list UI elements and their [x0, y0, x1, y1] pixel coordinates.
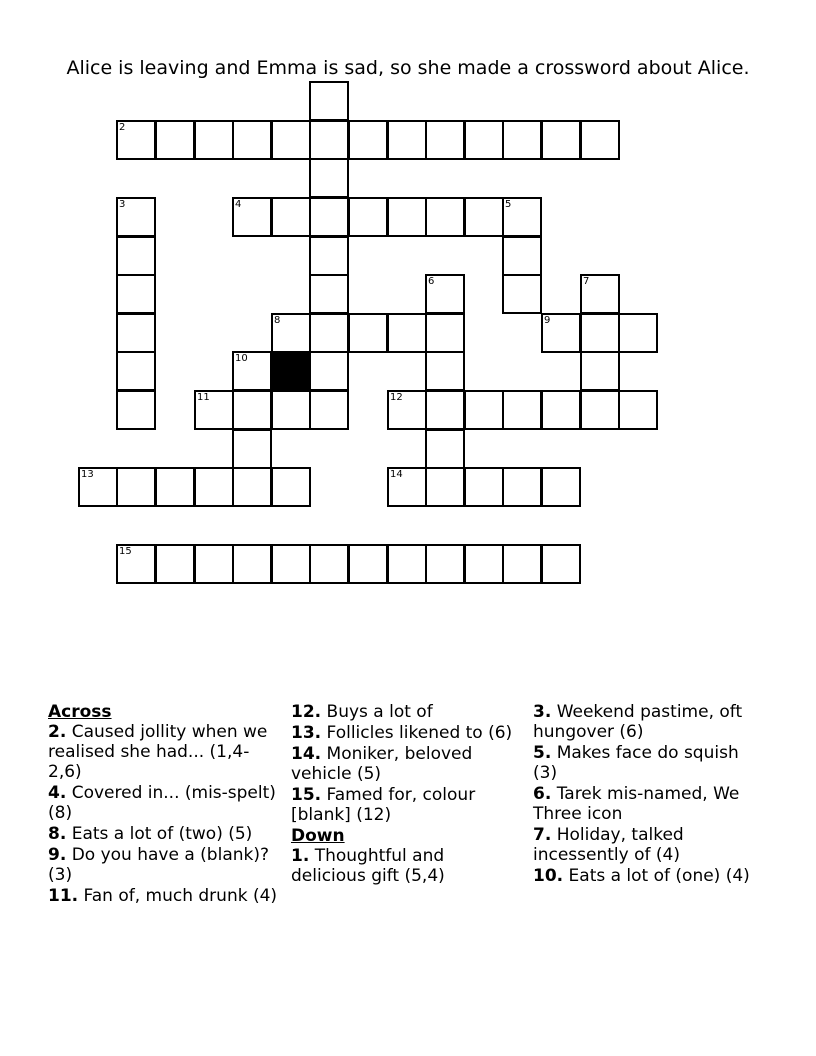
- crossword-cell[interactable]: [387, 120, 427, 160]
- clue-item: [48, 824, 280, 844]
- crossword-cell[interactable]: [194, 390, 234, 430]
- crossword-cell[interactable]: [155, 120, 195, 160]
- crossword-cell[interactable]: [580, 313, 620, 353]
- crossword-cell[interactable]: [116, 274, 156, 314]
- crossword-cell[interactable]: [194, 467, 234, 507]
- crossword-cell[interactable]: [309, 120, 349, 160]
- crossword-cell[interactable]: [194, 544, 234, 584]
- crossword-cell[interactable]: [348, 544, 388, 584]
- clue-text: Eats a lot of (one) (4): [563, 866, 750, 886]
- clue-number-label: 2: [119, 122, 126, 133]
- crossword-cell[interactable]: [309, 274, 349, 314]
- crossword-cell[interactable]: [502, 467, 542, 507]
- crossword-cell[interactable]: [232, 390, 272, 430]
- clue-item: [533, 702, 765, 742]
- clue-number-label: 15: [119, 546, 132, 557]
- crossword-cell[interactable]: [116, 197, 156, 237]
- clue-number: 8.: [48, 824, 67, 844]
- clue-text: Fan of, much drunk (4): [78, 886, 278, 906]
- crossword-cell[interactable]: [425, 467, 465, 507]
- clue-number-label: 9: [544, 315, 551, 326]
- crossword-cell[interactable]: [387, 467, 427, 507]
- clue-number: 13.: [291, 723, 322, 743]
- clue-item: [533, 825, 765, 865]
- crossword-cell[interactable]: [387, 313, 427, 353]
- crossword-cell[interactable]: [425, 390, 465, 430]
- crossword-cell[interactable]: [618, 313, 658, 353]
- crossword-cell[interactable]: [502, 390, 542, 430]
- clue-number-label: 7: [583, 276, 590, 287]
- crossword-cell[interactable]: [502, 197, 542, 237]
- clue-text: Makes face do squish (3): [533, 743, 739, 783]
- crossword-cell[interactable]: [78, 467, 118, 507]
- crossword-cell[interactable]: [541, 120, 581, 160]
- crossword-cell[interactable]: [541, 544, 581, 584]
- clue-text: Follicles likened to (6): [321, 723, 513, 743]
- clue-column-3: [533, 702, 765, 887]
- crossword-cell[interactable]: [464, 390, 504, 430]
- clue-item: [291, 723, 523, 743]
- clue-number: 5.: [533, 743, 552, 763]
- clue-section-heading: Across: [48, 702, 112, 722]
- page-title: Alice is leaving and Emma is sad, so she made a crossword about Alice.: [66, 57, 750, 79]
- clue-text: Caused jollity when we realised she had... (1,4-2,6): [48, 722, 268, 782]
- crossword-cell[interactable]: [232, 351, 272, 391]
- crossword-cell[interactable]: [425, 274, 465, 314]
- clue-text: Famed for, colour [blank] (12): [291, 785, 476, 825]
- crossword-cell[interactable]: [464, 197, 504, 237]
- clue-number-label: 6: [428, 276, 435, 287]
- clue-text: Moniker, beloved vehicle (5): [291, 744, 473, 784]
- clue-number: 9.: [48, 845, 67, 865]
- crossword-cell[interactable]: [425, 197, 465, 237]
- crossword-cell[interactable]: [387, 544, 427, 584]
- crossword-cell[interactable]: [618, 390, 658, 430]
- clue-text: Covered in... (mis-spelt) (8): [48, 783, 276, 823]
- clue-item: [48, 722, 280, 782]
- clue-number-label: 4: [235, 199, 242, 210]
- crossword-cell[interactable]: [309, 197, 349, 237]
- clue-number-label: 13: [81, 469, 94, 480]
- crossword-cell[interactable]: [116, 467, 156, 507]
- crossword-cell[interactable]: [116, 120, 156, 160]
- clue-item: [48, 886, 280, 906]
- crossword-cell[interactable]: [232, 197, 272, 237]
- crossword-cell[interactable]: [464, 120, 504, 160]
- clue-number-label: 10: [235, 353, 248, 364]
- clue-item: [291, 702, 523, 722]
- clue-number-label: 3: [119, 199, 126, 210]
- clue-section-heading: Down: [291, 826, 345, 846]
- clue-number-label: 14: [390, 469, 403, 480]
- crossword-cell[interactable]: [309, 544, 349, 584]
- clue-item: [533, 866, 765, 886]
- clue-text: Weekend pastime, oft hungover (6): [533, 702, 743, 742]
- crossword-cell[interactable]: [502, 236, 542, 276]
- crossword-cell[interactable]: [309, 390, 349, 430]
- clue-column-1: [48, 702, 280, 907]
- clue-number: 1.: [291, 846, 310, 866]
- clue-item: [291, 785, 523, 825]
- clue-number: 7.: [533, 825, 552, 845]
- crossword-cell[interactable]: [116, 236, 156, 276]
- clue-item: [291, 846, 523, 886]
- crossword-cell[interactable]: [271, 197, 311, 237]
- clue-number-label: 12: [390, 392, 403, 403]
- crossword-cell[interactable]: [116, 313, 156, 353]
- crossword-cell[interactable]: [232, 120, 272, 160]
- crossword-cell[interactable]: [155, 544, 195, 584]
- crossword-cell[interactable]: [425, 313, 465, 353]
- crossword-cell[interactable]: [155, 467, 195, 507]
- clue-number: 12.: [291, 702, 322, 722]
- crossword-cell[interactable]: [348, 313, 388, 353]
- clue-item: [48, 845, 280, 885]
- crossword-cell[interactable]: [116, 351, 156, 391]
- crossword-cell[interactable]: [348, 197, 388, 237]
- crossword-cell[interactable]: [541, 313, 581, 353]
- crossword-cell[interactable]: [387, 197, 427, 237]
- crossword-cell[interactable]: [541, 390, 581, 430]
- crossword-cell[interactable]: [580, 120, 620, 160]
- clue-text: Tarek mis-named, We Three icon: [533, 784, 740, 824]
- black-square: [271, 351, 311, 391]
- clue-item: [291, 744, 523, 784]
- crossword-cell[interactable]: [309, 81, 349, 121]
- crossword-cell[interactable]: [271, 390, 311, 430]
- clue-column-2: [291, 702, 523, 887]
- clue-text: Buys a lot of: [321, 702, 433, 722]
- crossword-cell[interactable]: [425, 351, 465, 391]
- crossword-cell[interactable]: [502, 274, 542, 314]
- crossword-cell[interactable]: [464, 544, 504, 584]
- crossword-cell[interactable]: [309, 158, 349, 198]
- crossword-cell[interactable]: [309, 236, 349, 276]
- crossword-cell[interactable]: [464, 467, 504, 507]
- crossword-cell[interactable]: [425, 429, 465, 469]
- crossword-cell[interactable]: [541, 467, 581, 507]
- clue-number: 2.: [48, 722, 67, 742]
- clue-number: 4.: [48, 783, 67, 803]
- crossword-cell[interactable]: [232, 544, 272, 584]
- crossword-cell[interactable]: [425, 120, 465, 160]
- crossword-cell[interactable]: [271, 120, 311, 160]
- crossword-cell[interactable]: [232, 467, 272, 507]
- clue-number: 14.: [291, 744, 322, 764]
- clue-number: 15.: [291, 785, 322, 805]
- crossword-cell[interactable]: [271, 544, 311, 584]
- clue-number: 3.: [533, 702, 552, 722]
- clue-number: 11.: [48, 886, 79, 906]
- crossword-cell[interactable]: [116, 390, 156, 430]
- crossword-cell[interactable]: [387, 390, 427, 430]
- crossword-cell[interactable]: [116, 544, 156, 584]
- clue-number-label: 11: [197, 392, 210, 403]
- crossword-cell[interactable]: [194, 120, 234, 160]
- clue-item: [533, 743, 765, 783]
- crossword-cell[interactable]: [232, 429, 272, 469]
- clue-number: 6.: [533, 784, 552, 804]
- crossword-cell[interactable]: [580, 390, 620, 430]
- clue-number-label: 5: [505, 199, 512, 210]
- crossword-cell[interactable]: [580, 274, 620, 314]
- crossword-cell[interactable]: [580, 351, 620, 391]
- clue-text: Thoughtful and delicious gift (5,4): [291, 846, 445, 886]
- crossword-cell[interactable]: [309, 351, 349, 391]
- clue-item: [533, 784, 765, 824]
- clue-number-label: 8: [274, 315, 281, 326]
- clue-item: [48, 783, 280, 823]
- clue-number: 10.: [533, 866, 564, 886]
- clue-text: Eats a lot of (two) (5): [66, 824, 253, 844]
- crossword-cell[interactable]: [425, 544, 465, 584]
- clue-text: Do you have a (blank)? (3): [48, 845, 270, 885]
- crossword-cell[interactable]: [502, 544, 542, 584]
- crossword-cell[interactable]: [309, 313, 349, 353]
- crossword-cell[interactable]: [271, 467, 311, 507]
- crossword-cell[interactable]: [348, 120, 388, 160]
- crossword-cell[interactable]: [271, 313, 311, 353]
- crossword-cell[interactable]: [502, 120, 542, 160]
- clue-text: Holiday, talked incessently of (4): [533, 825, 684, 865]
